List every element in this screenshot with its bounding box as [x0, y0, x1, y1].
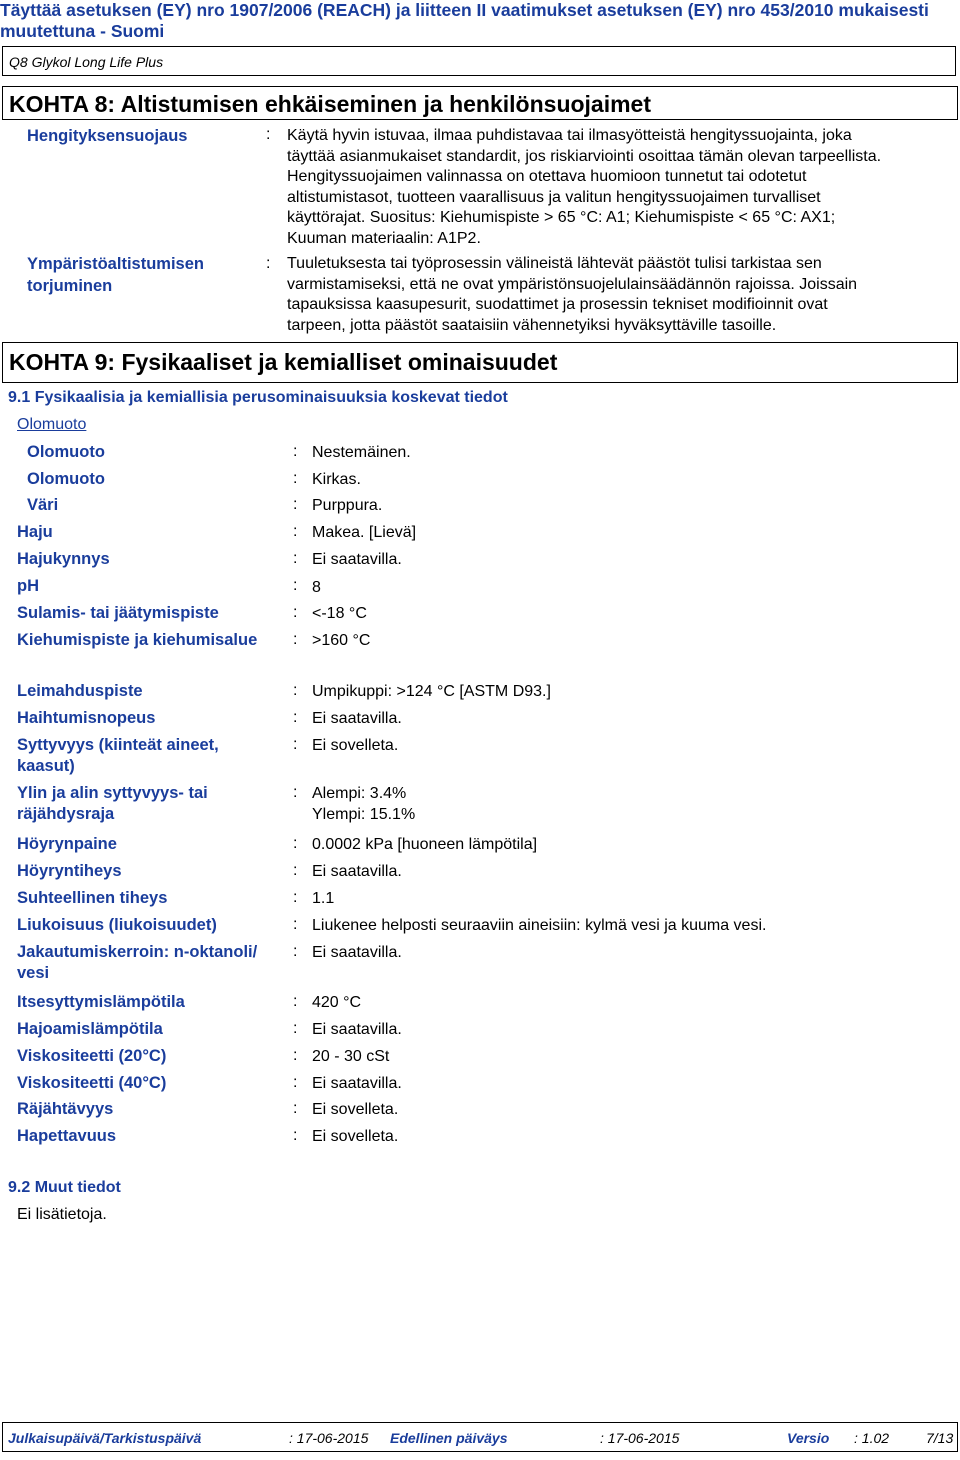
regulation-line-1: Täyttää asetuksen (EY) nro 1907/2006 (REACH) ja liitteen II vaatimukset asetuksen (EY) nro 453/2010 mukaisesti [0, 0, 929, 20]
property-value: Purppura. [312, 497, 383, 514]
respiratory-colon: : [266, 126, 271, 143]
property-value: Ei saatavilla. [312, 551, 402, 568]
property-colon: : [293, 604, 298, 621]
property-value: Ei sovelleta. [312, 1128, 399, 1145]
property-value: Kirkas. [312, 471, 361, 488]
property-colon: : [293, 1074, 298, 1091]
property-label: Sulamis- tai jäätymispiste [17, 604, 219, 622]
property-colon: : [293, 443, 298, 460]
text-line: täyttää asianmukaiset standardit, jos riskiarviointi osoittaa tämän olevan tarpeellista. [287, 147, 882, 165]
text-line: varmistamiseksi, että ne ovat ympäristönsuojelulainsäädännön rajoissa. Joissain [287, 275, 858, 293]
environmental-exposure-text [287, 254, 947, 336]
property-label: Leimahduspiste [17, 682, 143, 700]
property-value: Umpikuppi: >124 °C [ASTM D93.] [312, 683, 551, 700]
label-line: Ympäristöaltistumisen [27, 255, 204, 273]
property-value: Makea. [Lievä] [312, 524, 417, 541]
property-colon: : [293, 577, 298, 594]
property-label: Räjähtävyys [17, 1100, 114, 1118]
property-value: Ei saatavilla. [312, 1075, 402, 1092]
section-8-title: KOHTA 8: Altistumisen ehkäiseminen ja henkilönsuojaimet [2, 86, 958, 120]
label-line: torjuminen [27, 277, 113, 295]
section-9-title: KOHTA 9: Fysikaaliset ja kemialliset ominaisuudet [2, 342, 958, 383]
text-line: Tuuletuksesta tai työprosessin välineistä lähtevät päästöt tulisi tarkistaa sen [287, 255, 822, 272]
property-colon: : [293, 835, 298, 852]
subsection-9-2-title: 9.2 Muut tiedot [8, 1179, 121, 1196]
text-line: Hengityssuojaimen valinnassa on otettava huomioon tunnetut tai odotetut [287, 168, 807, 185]
property-label: Väri [27, 496, 59, 514]
property-label: Höyryntiheys [17, 862, 122, 880]
property-label: Haihtumisnopeus [17, 709, 156, 727]
property-colon: : [293, 862, 298, 879]
property-label: Hapettavuus [17, 1127, 117, 1145]
property-value: 20 - 30 cSt [312, 1048, 390, 1065]
property-label [17, 735, 219, 777]
property-label: Haju [17, 523, 53, 541]
other-info-text: Ei lisätietoja. [17, 1206, 107, 1223]
property-colon: : [293, 1047, 298, 1064]
property-colon: : [293, 496, 298, 513]
property-label: Viskositeetti (40°C) [17, 1074, 167, 1092]
property-colon: : [293, 470, 298, 487]
property-colon: : [293, 736, 298, 753]
property-colon: : [293, 784, 298, 801]
respiratory-protection-text [287, 126, 947, 249]
environmental-exposure-label [27, 253, 204, 297]
property-colon: : [293, 993, 298, 1010]
page-footer [2, 1422, 958, 1452]
publication-date-label: Julkaisupäivä/Tarkistuspäivä [8, 1430, 202, 1446]
environmental-colon: : [266, 255, 271, 272]
subsection-9-1-title: 9.1 Fysikaalisia ja kemiallisia perusominaisuuksia koskevat tiedot [8, 389, 508, 406]
label-line: vesi [17, 964, 50, 982]
document-header [0, 0, 960, 42]
property-value: 0.0002 kPa [huoneen lämpötila] [312, 836, 538, 853]
property-label: Olomuoto [27, 443, 105, 461]
property-value: Liukenee helposti seuraaviin aineisiin: kylmä vesi ja kuuma vesi. [312, 917, 767, 934]
property-value: Ei saatavilla. [312, 1021, 402, 1038]
property-value: Ei sovelleta. [312, 1101, 399, 1118]
property-colon: : [293, 550, 298, 567]
property-label: Liukoisuus (liukoisuudet) [17, 916, 217, 934]
respiratory-protection-label: Hengityksensuojaus [27, 127, 188, 145]
property-label: pH [17, 577, 39, 595]
property-colon: : [293, 916, 298, 933]
property-colon: : [293, 631, 298, 648]
property-colon: : [293, 1127, 298, 1144]
text-line: tarpeen, jotta päästöt saataisiin vähennetyiksi hyväksyttäville tasoille. [287, 316, 777, 334]
property-value: Ei saatavilla. [312, 863, 402, 880]
property-label: Hajukynnys [17, 550, 110, 568]
property-value: <-18 °C [312, 605, 367, 622]
property-label [17, 783, 208, 825]
property-value: >160 °C [312, 632, 371, 649]
property-colon: : [293, 1100, 298, 1117]
property-colon: : [293, 1020, 298, 1037]
property-value: Ei saatavilla. [312, 944, 402, 961]
property-label: Hajoamislämpötila [17, 1020, 163, 1038]
property-value: 8 [312, 579, 321, 596]
property-colon: : [293, 889, 298, 906]
property-label: Viskositeetti (20°C) [17, 1047, 167, 1065]
property-label [17, 942, 257, 984]
version-label: Versio [787, 1430, 830, 1446]
publication-date: : 17-06-2015 [289, 1430, 369, 1446]
text-line: Käytä hyvin istuvaa, ilmaa puhdistavaa tai ilmasyötteistä hengityssuojainta, joka [287, 127, 852, 144]
previous-date-label: Edellinen päiväys [390, 1430, 508, 1446]
label-line: Ylin ja alin syttyvyys- tai [17, 784, 208, 802]
property-label: Olomuoto [27, 470, 105, 488]
text-line: käyttörajat. Suositus: Kiehumispiste > 65 °C: A1; Kiehumispiste < 65 °C: AX1; [287, 209, 836, 226]
property-value [312, 783, 415, 825]
property-colon: : [293, 943, 298, 960]
label-line: Syttyvyys (kiinteät aineet, [17, 736, 219, 754]
property-value: 420 °C [312, 994, 362, 1011]
label-line: kaasut) [17, 757, 75, 775]
property-label: Suhteellinen tiheys [17, 889, 168, 907]
property-value: 1.1 [312, 890, 335, 907]
version-value: : 1.02 [854, 1430, 890, 1446]
label-line: Jakautumiskerroin: n-oktanoli/ [17, 943, 258, 961]
property-value: Ei saatavilla. [312, 710, 402, 727]
page-number: 7/13 [926, 1430, 954, 1446]
previous-date: : 17-06-2015 [600, 1430, 680, 1446]
property-label: Kiehumispiste ja kiehumisalue [17, 631, 258, 649]
label-line: räjähdysraja [17, 805, 115, 823]
text-line: tapauksissa kaasupesurit, suodattimet ja prosessin tekniset modifioinnit ovat [287, 296, 828, 313]
text-line: Kuuman materiaalin: A1P2. [287, 229, 481, 247]
regulation-line-2: muutettuna - Suomi [0, 21, 165, 41]
property-colon: : [293, 709, 298, 726]
product-name-box [2, 46, 956, 76]
property-colon: : [293, 682, 298, 699]
value-line: Alempi: 3.4% [312, 785, 407, 802]
product-name: Q8 Glykol Long Life Plus [9, 54, 164, 70]
property-value: Ei sovelleta. [312, 737, 399, 754]
text-line: altistumistasot, tuotteen vaarallisuus ja valitun hengityssuojaimen turvalliset [287, 188, 821, 206]
appearance-heading: Olomuoto [17, 416, 87, 433]
property-value: Nestemäinen. [312, 444, 411, 461]
property-label: Höyrynpaine [17, 835, 117, 853]
property-label: Itsesyttymislämpötila [17, 993, 185, 1011]
property-colon: : [293, 523, 298, 540]
value-line: Ylempi: 15.1% [312, 806, 416, 823]
